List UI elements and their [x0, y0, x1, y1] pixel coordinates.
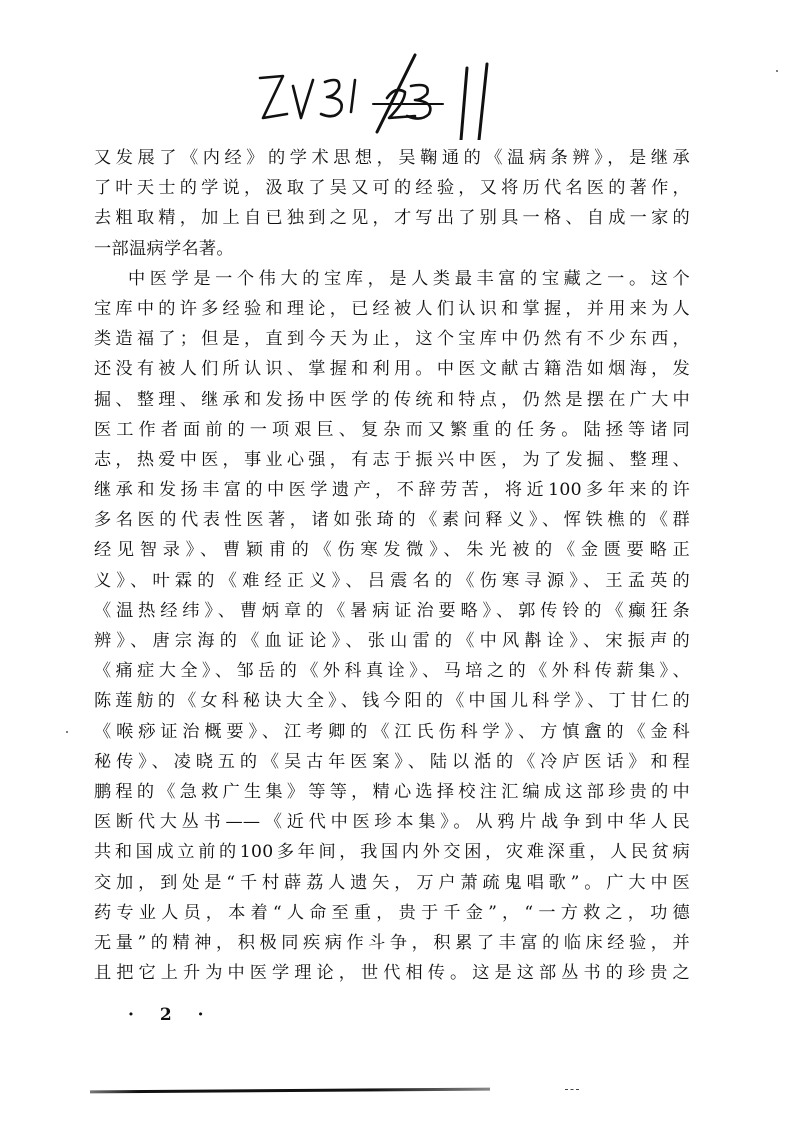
- bottom-scan-line: [90, 1088, 490, 1094]
- paragraph-2: [94, 264, 690, 989]
- scan-speck: [776, 70, 778, 72]
- text-line: 中医学是一个伟大的宝库，是人类最丰富的宝藏之一。这个: [128, 268, 690, 289]
- text-line: 秘传》、凌晓五的《吴古年医案》、陆以湉的《冷庐医话》和程: [94, 751, 690, 772]
- text-line: 药专业人员，本着“人命至重，贵于千金”，“一方救之，功德: [94, 902, 690, 923]
- text-line: 去粗取精，加上自已独到之见，才写出了别具一格、自成一家的: [94, 208, 690, 229]
- text-line: 又发展了《内经》的学术思想，吴鞠通的《温病条辨》，是继承: [94, 148, 690, 168]
- text-line: 义》、叶霖的《难经正义》、吕震名的《伤寒寻源》、王孟英的: [94, 570, 690, 591]
- handwritten-annotation: [255, 50, 555, 140]
- text-line: 医断代大丛书——《近代中医珍本集》。从鸦片战争到中华人民: [94, 812, 690, 833]
- text-line: 经见智录》、曹颖甫的《伤寒发微》、朱光被的《金匮要略正: [94, 540, 690, 561]
- scan-speck: [66, 731, 68, 733]
- document-body: [94, 143, 690, 988]
- text-line: 志，热爱中医，事业心强，有志于振兴中医，为了发掘、整理、: [94, 449, 690, 470]
- text-line: 《痛症大全》、邹岳的《外科真诠》、马培之的《外科传薪集》、: [94, 661, 690, 682]
- text-line: 类造福了；但是，直到今天为止，这个宝库中仍然有不少东西，: [94, 329, 690, 350]
- text-line: 辨》、唐宗海的《血证论》、张山雷的《中风斠诠》、宋振声的: [94, 631, 690, 651]
- page-number: · 2 ·: [128, 1005, 214, 1025]
- text-line: 了叶天士的学说，汲取了吴又可的经验，又将历代名医的著作，: [94, 178, 690, 199]
- text-line: 交加，到处是“千村薜荔人遗矢，万户萧疏鬼唱歌”。广大中医: [94, 872, 690, 893]
- text-line: 共和国成立前的100多年间，我国内外交困，灾难深重，人民贫病: [94, 842, 690, 863]
- text-line: 继承和发扬丰富的中医学遗产，不辞劳苦，将近100多年来的许: [94, 480, 690, 501]
- text-line: 还没有被人们所认识、掌握和利用。中医文献古籍浩如烟海，发: [94, 359, 690, 380]
- text-line: 无量”的精神，积极同疾病作斗争，积累了丰富的临床经验，并: [94, 932, 690, 953]
- paragraph-1: [94, 143, 690, 264]
- text-line: 《喉痧证治概要》、江考卿的《江氏伤科学》、方慎盦的《金科: [94, 721, 690, 742]
- text-line: 《温热经纬》、曹炳章的《暑病证治要略》、郭传铃的《癫狂条: [94, 600, 690, 621]
- text-line: 多名医的代表性医著，诸如张琦的《素问释义》、恽铁樵的《群: [94, 510, 690, 531]
- text-line: 掘、整理、继承和发扬中医学的传统和特点，仍然是摆在广大中: [94, 389, 690, 410]
- text-line: 一部温病学名著。: [94, 238, 234, 259]
- text-line: 宝库中的许多经验和理论，已经被人们认识和掌握，并用来为人: [94, 298, 690, 319]
- text-line: 陈莲舫的《女科秘诀大全》、钱今阳的《中国儿科学》、丁甘仁的: [94, 691, 690, 712]
- text-line: 且把它上升为中医学理论，世代相传。这是这部丛书的珍贵之: [94, 963, 690, 984]
- bottom-scan-line-tail: [565, 1089, 579, 1091]
- text-line: 鹏程的《急救广生集》等等，精心选择校注汇编成这部珍贵的中: [94, 781, 690, 802]
- handwriting-glyphs-icon: [255, 50, 555, 140]
- text-line: 医工作者面前的一项艰巨、复杂而又繁重的任务。陆拯等诸同: [94, 419, 690, 440]
